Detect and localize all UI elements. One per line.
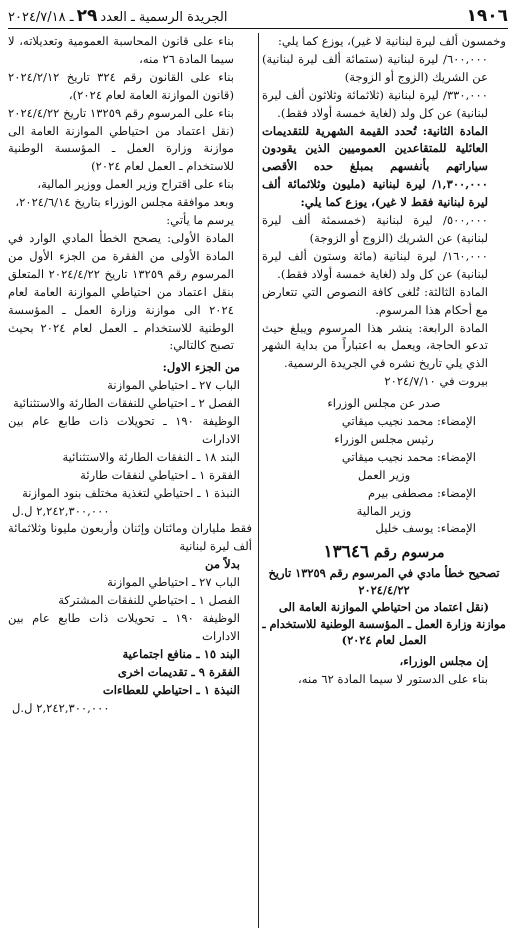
amount: ٢,٢٤٢,٣٠٠,٠٠٠ ل.ل xyxy=(12,503,110,518)
text-line: ٥٠٠,٠٠٠/ ليرة لبنانية (خمسمئة ألف ليرة لبنانية) عن الشريك (الزوج أو الزوجة) xyxy=(262,213,488,245)
instead-of-label: بدلاً من xyxy=(205,557,240,572)
signature: الإمضاء: محمد نجيب ميقاتي xyxy=(341,449,476,464)
issue-date: ـ ٢٠٢٤/٧/١٨ xyxy=(8,10,74,25)
budget-line: الوظيفة ١٩٠ ـ تحويلات ذات طابع عام بين الادارات xyxy=(8,414,240,446)
text-line: وبعد موافقة مجلس الوزراء بتاريخ ٢٠٢٤/٦/١٤، xyxy=(15,195,234,210)
text-line: ٣٣٠,٠٠٠/ ليرة لبنانية (ثلاثمائة وثلاثون ألف ليرة لبنانية) عن كل ولد (لغاية خمسة أولاد فقط). xyxy=(262,87,488,120)
budget-line: البند ١٥ ـ منافع اجتماعية xyxy=(122,646,240,661)
text-line: بناء على القانون رقم ٣٢٤ تاريخ ٢٠٢٤/٢/١٢ (قانون الموازنة العامة لعام ٢٠٢٤)، xyxy=(8,69,234,102)
column-divider xyxy=(258,33,259,928)
budget-line: النبذة ١ ـ احتياطي لتغذية مختلف بنود الموازنة xyxy=(22,485,240,500)
amount: ٢,٢٤٢,٣٠٠,٠٠٠ ل.ل xyxy=(12,700,110,715)
budget-line: الباب ٢٧ ـ احتياطي الموازنة xyxy=(107,378,240,393)
text-line: يرسم ما يأتي: xyxy=(166,213,234,228)
page-number: ١٩٠٦ xyxy=(466,6,508,26)
right-column xyxy=(262,33,506,928)
text-line: ٦٠٠,٠٠٠/ ليرة لبنانية (ستمائة ألف ليرة لبنانية) عن الشريك (الزوج أو الزوجة) xyxy=(262,51,488,84)
budget-line: البند ١٨ ـ النفقات الطارئة والاستثنائية xyxy=(62,449,240,464)
left-column xyxy=(8,33,252,928)
decree-subject-detail: (نقل اعتماد من احتياطي الموازنة العامة الى موازنة وزارة العمل ـ المؤسسة الوطنية للاستخدام ـ العمل لعام ٢٠٢٤) xyxy=(262,599,506,648)
finance-title: وزير المالية xyxy=(356,503,412,518)
decree-title: مرسوم رقم ١٣٦٤٦ xyxy=(323,542,445,563)
council-line: إن مجلس الوزراء، xyxy=(399,654,488,669)
budget-line: الباب ٢٧ ـ احتياطي الموازنة xyxy=(107,575,240,590)
budget-line: الفقرة ٩ ـ تقديمات اخرى xyxy=(117,664,240,679)
budget-line: الوظيفة ١٩٠ ـ تحويلات ذات طابع عام بين الادارات xyxy=(8,611,240,643)
article-four: المادة الرابعة: ينشر هذا المرسوم ويبلغ حيث تدعو الحاجة، ويعمل به اعتباراً من بداية الشهر الذي يلي تاريخ نشره في الجريدة الرسمية. xyxy=(262,320,488,371)
article-three: المادة الثالثة: تُلغى كافة النصوص التي تتعارض مع أحكام هذا المرسوم. xyxy=(262,284,488,317)
journal-info xyxy=(8,6,227,28)
article-one: المادة الأولى: يصحح الخطأ المادي الوارد في المادة الأولى من الفقرة من الجزء الأول من المرسوم رقم ١٣٢٥٩ تاريخ ٢٠٢٤/٤/٢٢ المتعلق بنقل اعتماد من احتياطي الموازنة العامة لعام ٢٠٢٤ الى موازنة وزارة العمل ـ المؤسسة الوطنية للاستخدام ـ العمل لعام ٢٠٢٤ بحيث تصبح كالتالي: xyxy=(8,230,234,353)
issued-by: صدر عن مجلس الوزراء xyxy=(327,396,441,411)
text-line: بناء على اقتراح وزير العمل ووزير المالية، xyxy=(37,177,234,192)
budget-line: النبذة ١ ـ احتياطي للعطاءات xyxy=(102,682,240,697)
text-line: بناء على الدستور لا سيما المادة ٦٢ منه، xyxy=(298,672,488,687)
signature: الإمضاء: مصطفى بيرم xyxy=(368,485,476,500)
budget-line: الفصل ١ ـ احتياطي للنفقات المشتركة xyxy=(58,593,240,608)
text-line: ١٦٠,٠٠٠/ ليرة لبنانية (مائة وستون ألف ليرة لبنانية) عن كل ولد (لغاية خمسة أولاد فقط). xyxy=(262,248,488,281)
journal-name: الجريدة الرسمية ـ العدد xyxy=(100,10,228,25)
signature: الإمضاء: يوسف خليل xyxy=(375,521,476,536)
budget-line: الفصل ٢ ـ احتياطي للنفقات الطارئة والاستثنائية xyxy=(12,396,240,411)
signature: الإمضاء: محمد نجيب ميقاتي xyxy=(341,414,476,429)
article-two: المادة الثانية: تُحدد القيمة الشهرية للتقديمات العائلية للمتقاعدين العموميين الذين يقودون سياراتهم بأنفسهم بمبلغ حده الأقصى ١,٣٠٠,٠٠٠/ ليرة لبنانية (مليون وثلاثمائة ألف ليرة لبنانية فقط لا غير)، يوزع كما يلي: xyxy=(262,123,488,210)
page-header xyxy=(8,6,508,29)
part-one-heading: من الجزء الاول: xyxy=(162,360,240,375)
pm-title: رئيس مجلس الوزراء xyxy=(334,431,434,446)
budget-line: الفقرة ١ ـ احتياطي لنفقات طارئة xyxy=(80,467,240,482)
decree-subject: تصحيح خطأ مادي في المرسوم رقم ١٣٢٥٩ تاريخ ٢٠٢٤/٤/٢٢ xyxy=(268,566,500,598)
text-line: بناء على المرسوم رقم ١٣٢٥٩ تاريخ ٢٠٢٤/٤/٢٢ (نقل اعتماد من احتياطي الموازنة العامة الى موازنة وزارة العمل ـ المؤسسة الوطنية للاستخدام ـ العمل لعام ٢٠٢٤) xyxy=(8,105,234,174)
decree-number: ١٣٦٤٦ xyxy=(323,542,370,563)
amount-in-words: فقط ملياران ومائتان وإثنان وأربعون مليونا وثلاثمائة ألف ليرة لبنانية xyxy=(8,521,252,554)
text-line: بناء على قانون المحاسبة العمومية وتعديلاته، لا سيما المادة ٢٦ منه، xyxy=(8,34,234,66)
issue-number: ٢٩ xyxy=(76,6,98,26)
labor-title: وزير العمل xyxy=(357,467,411,482)
text-line: وخمسون ألف ليرة لبنانية لا غير)، يوزع كما يلي: xyxy=(277,34,506,48)
place-date: بيروت في ٢٠٢٤/٧/١٠ xyxy=(384,374,488,389)
